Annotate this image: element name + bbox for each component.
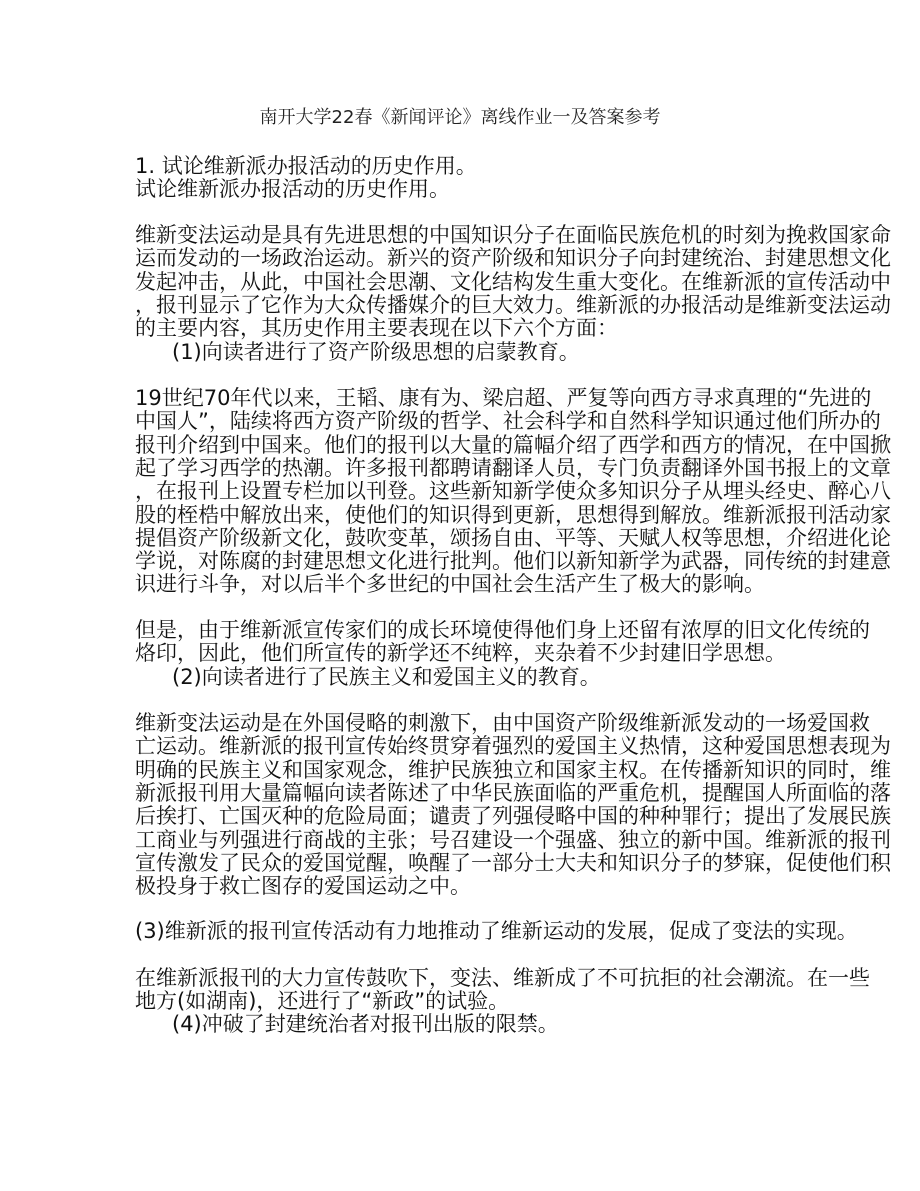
text-line: ，报刊显示了它作为大众传播媒介的巨大效力。维新派的办报活动是维新变法运动 [135,292,891,317]
text-line: 报刊介绍到中国来。他们的报刊以大量的篇幅介绍了西学和西方的情况，在中国掀 [135,432,891,457]
text-line: 烙印，因此，他们所宣传的新学还不纯粹，夹杂着不少封建旧学思想。 [135,641,786,666]
text-line: 亡运动。维新派的报刊宣传始终贯穿着强烈的爱国主义热情，这种爱国思想表现为 [135,734,891,759]
text-line: 发起冲击，从此，中国社会思潮、文化结构发生重大变化。在维新派的宣传活动中 [135,269,891,294]
point1-heading: (1)向读者进行了资产阶级思想的启蒙教育。 [172,340,580,364]
text-line: 极投身于救亡图存的爱国运动之中。 [135,874,471,899]
text-line: 在维新派报刊的大力宣传鼓吹下，变法、维新成了不可抗拒的社会潮流。在一些 [135,966,870,990]
text-line: 识进行斗争，对以后半个多世纪的中国社会生活产生了极大的影响。 [135,572,765,597]
question-restated: 试论维新派办报活动的历史作用。 [135,177,450,201]
text-line: 提倡资产阶级新文化，鼓吹变革，颂扬自由、平等、天赋人权等思想，介绍进化论 [135,525,891,550]
text-line: 后挨打、亡国灭种的危险局面；谴责了列强侵略中国的种种罪行；提出了发展民族 [135,804,891,829]
point2-heading: (2)向读者进行了民族主义和爱国主义的教育。 [172,665,601,689]
text-line: 维新变法运动是在外国侵略的刺激下，由中国资产阶级维新派发动的一场爱国救 [135,711,870,735]
text-line: 新派报刊用大量篇幅向读者陈述了中华民族面临的严重危机，提醒国人所面临的落 [135,780,891,805]
point3-heading: (3)维新派的报刊宣传活动有力地推动了维新运动的发展，促成了变法的实现。 [135,919,858,943]
text-line: 学说，对陈腐的封建思想文化进行批判。他们以新知新学为武器，同传统的封建意 [135,549,891,574]
text-line: 地方(如湖南)，还进行了“新政”的试验。 [135,989,510,1014]
text-line: 股的桎梏中解放出来，使他们的知识得到更新，思想得到解放。维新派报刊活动家 [135,502,891,527]
text-line: 维新变法运动是具有先进思想的中国知识分子在面临民族危机的时刻为挽救国家命 [135,223,891,247]
text-line: 但是，由于维新派宣传家们的成长环境使得他们身上还留有浓厚的旧文化传统的 [135,618,870,642]
document-title: 南开大学22春《新闻评论》离线作业一及答案参考 [259,107,661,128]
point4-heading: (4)冲破了封建统治者对报刊出版的限禁。 [172,1012,559,1036]
text-line: 工商业与列强进行商战的主张；号召建设一个强盛、独立的新中国。维新派的报刊 [135,827,891,852]
text-line: 明确的民族主义和国家观念，维护民族独立和国家主权。在传播新知识的同时，维 [135,757,891,782]
text-line: 运而发动的一场政治运动。新兴的资产阶级和知识分子向封建统治、封建思想文化 [135,246,891,271]
text-line: 中国人”，陆续将西方资产阶级的哲学、社会科学和自然科学知识通过他们所办的 [135,409,881,434]
text-line: 19世纪70年代以来，王韬、康有为、梁启超、严复等向西方寻求真理的“先进的 [135,386,872,410]
question-heading: 1. 试论维新派办报活动的历史作用。 [135,154,477,178]
text-line: 起了学习西学的热潮。许多报刊都聘请翻译人员，专门负责翻译外国书报上的文章 [135,455,891,480]
text-line: 宣传激发了民众的爱国觉醒，唤醒了一部分士大夫和知识分子的梦寐，促使他们积 [135,850,891,875]
text-line: ，在报刊上设置专栏加以刊登。这些新知新学使众多知识分子从埋头经史、醉心八 [135,479,891,504]
text-line: 的主要内容，其历史作用主要表现在以下六个方面： [135,316,618,341]
